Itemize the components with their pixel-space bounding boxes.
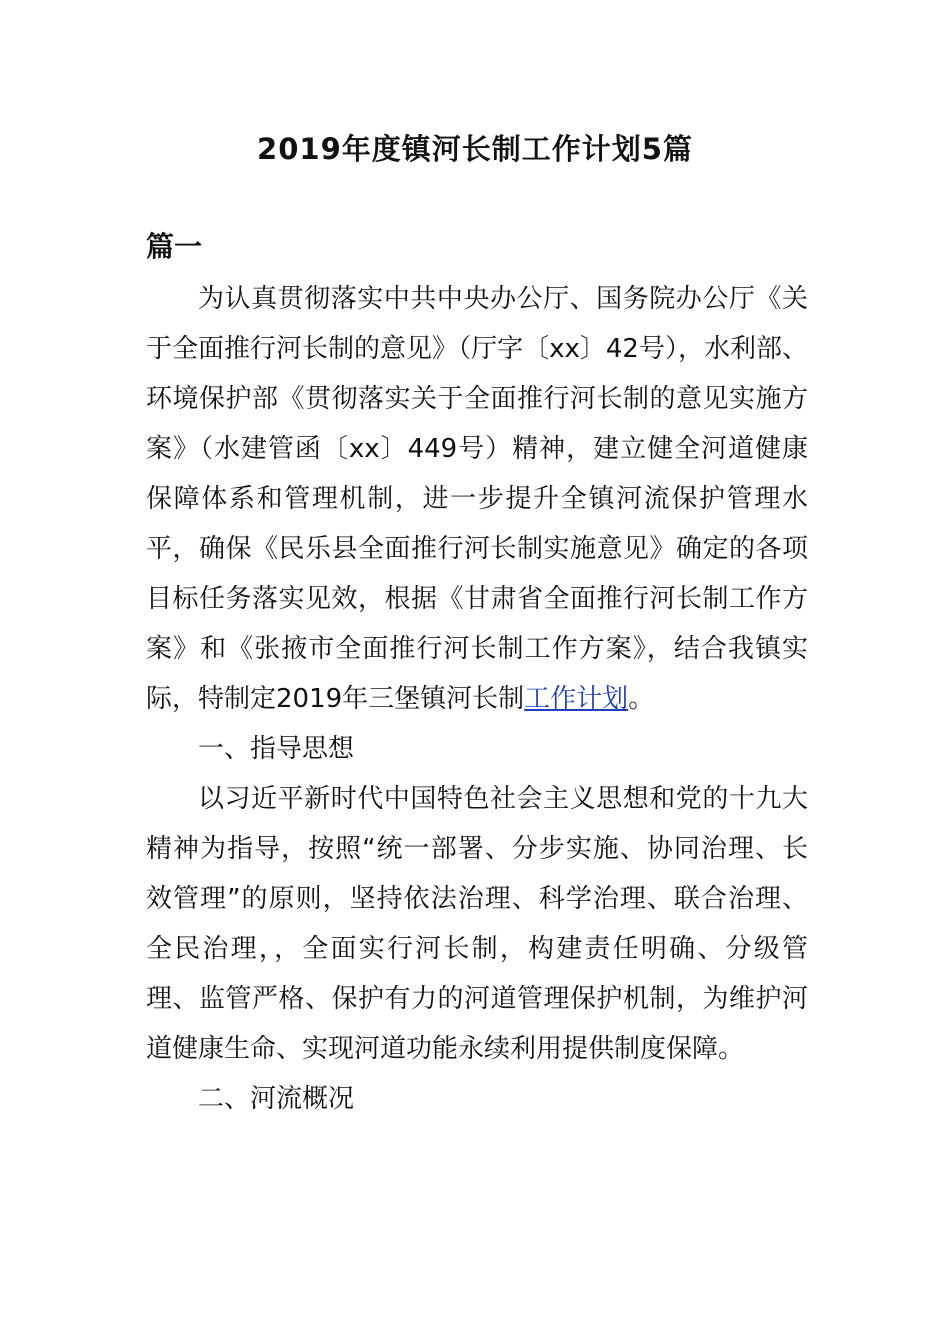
guiding-ideology-paragraph: 以习近平新时代中国特色社会主义思想和党的十九大精神为指导，按照“统一部署、分步实施、协同治理、长效管理”的原则，坚持依法治理、科学治理、联合治理、全民治理，，全面实行河长制，构建责任明确、分级管理、监管严格、保护有力的河道管理保护机制，为维护河道健康生命、实现河道功能永续利用提供制度保障。 <box>146 784 808 1064</box>
section-heading: 篇一 <box>146 230 203 263</box>
subheading-river-overview: 二、河流概况 <box>198 1084 355 1114</box>
work-plan-link[interactable]: 工作计划 <box>524 684 629 714</box>
document-title: 2019年度镇河长制工作计划5篇 <box>257 132 693 166</box>
intro-end-punctuation: 。 <box>628 684 655 714</box>
intro-text: 为认真贯彻落实中共中央办公厅、国务院办公厅《关于全面推行河长制的意见》（厅字〔xx〕42号），水利部、环境保护部《贯彻落实关于全面推行河长制的意见实施方案》（水建管函〔xx〕449号）精神，建立健全河道健康保障体系和管理机制，进一步提升全镇河流保护管理水平，确保《民乐县全面推行河长制实施意见》确定的各项目标任务落实见效，根据《甘肃省全面推行河长制工作方案》和《张掖市全面推行河长制工作方案》，结合我镇实际，特制定2019年三堡镇河长制 <box>146 284 808 714</box>
document-body <box>146 274 808 1124</box>
subheading-guiding-ideology: 一、指导思想 <box>198 734 355 764</box>
intro-paragraph <box>146 274 808 724</box>
